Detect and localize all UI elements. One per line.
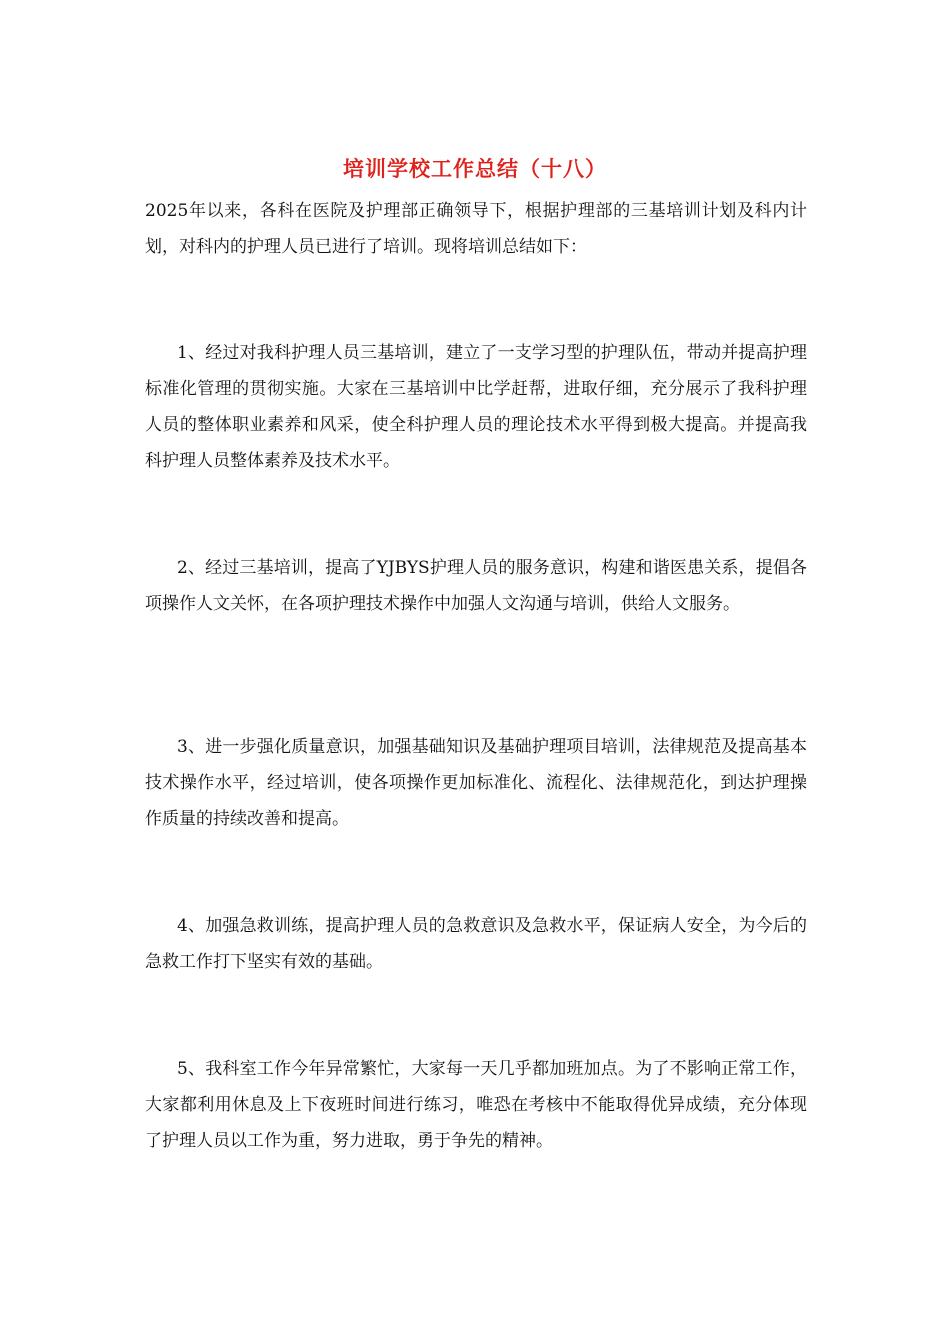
paragraph-5: 5、我科室工作今年异常繁忙，大家每一天几乎都加班加点。为了不影响正常工作，大家都利用休息及上下夜班时间进行练习，唯恐在考核中不能取得优异成绩，充分体现了护理人员以工作为重，努力进取，勇于争先的精神。 bbox=[145, 1059, 807, 1151]
paragraph-4: 4、加强急救训练，提高护理人员的急救意识及急救水平，保证病人安全，为今后的急救工作打下坚实有效的基础。 bbox=[145, 916, 807, 972]
paragraph-3: 3、进一步强化质量意识，加强基础知识及基础护理项目培训，法律规范及提高基本技术操作水平，经过培训，使各项操作更加标准化、流程化、法律规范化，到达护理操作质量的持续改善和提高。 bbox=[145, 737, 807, 829]
intro-paragraph: 2025年以来，各科在医院及护理部正确领导下，根据护理部的三基培训计划及科内计划，对科内的护理人员已进行了培训。现将培训总结如下： bbox=[145, 201, 807, 257]
document-title: 培训学校工作总结（十八） bbox=[343, 156, 607, 181]
paragraph-1: 1、经过对我科护理人员三基培训，建立了一支学习型的护理队伍，带动并提高护理标准化管理的贯彻实施。大家在三基培训中比学赶帮，进取仔细，充分展示了我科护理人员的整体职业素养和风采，使全科护理人员的理论技术水平得到极大提高。并提高我科护理人员整体素养及技术水平。 bbox=[145, 343, 807, 471]
paragraph-2: 2、经过三基培训，提高了YJBYS护理人员的服务意识，构建和谐医患关系，提倡各项操作人文关怀，在各项护理技术操作中加强人文沟通与培训，供给人文服务。 bbox=[145, 558, 807, 614]
